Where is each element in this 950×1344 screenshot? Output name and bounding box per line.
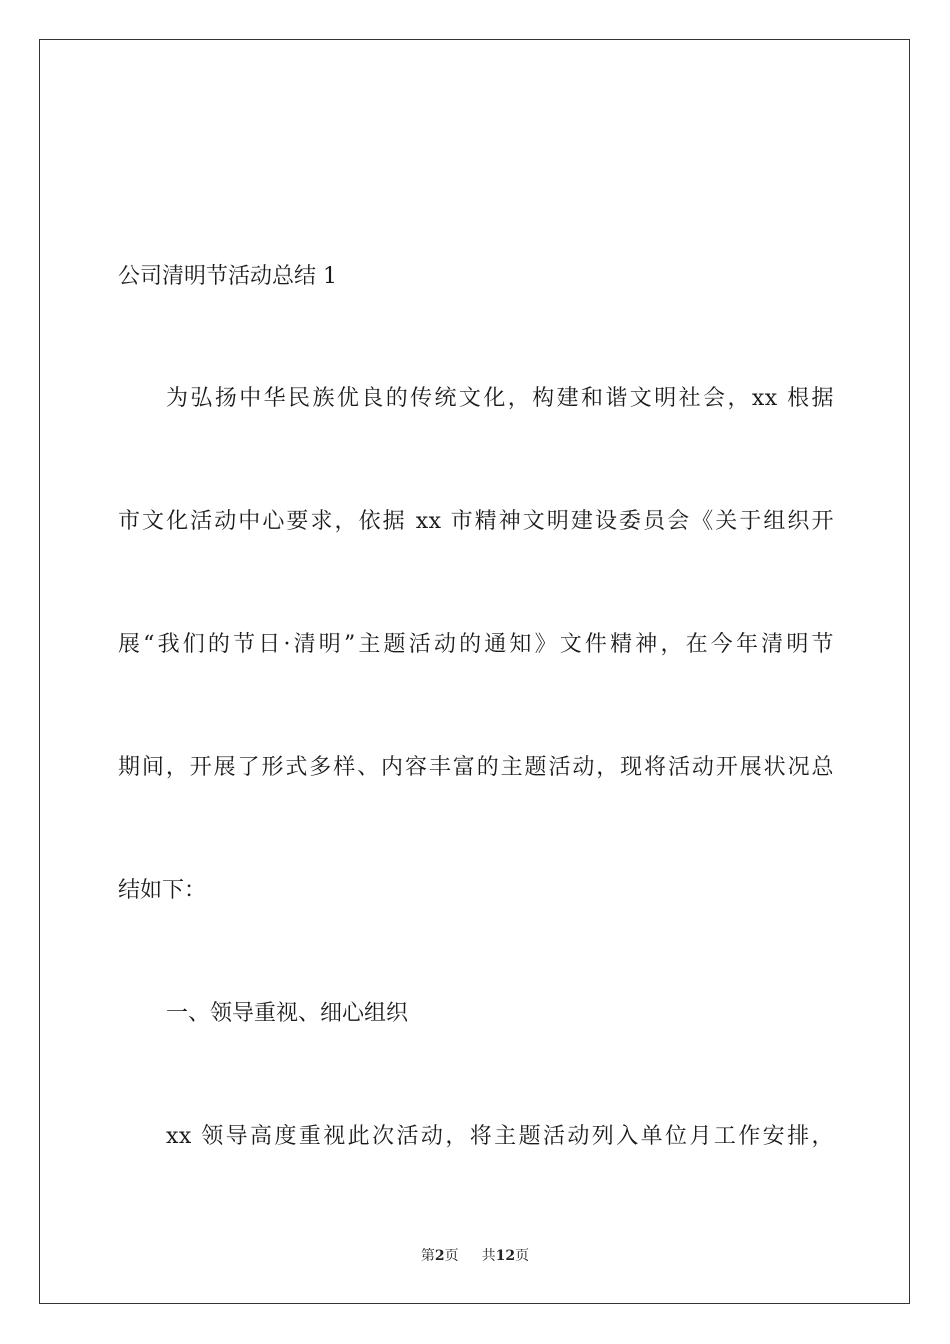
paragraph-1-line-4: 期间，开展了形式多样、内容丰富的主题活动，现将活动开展状况总 [118,755,834,780]
page-border [39,39,910,1304]
footer-page-current: 2 [434,1248,445,1264]
paragraph-1-line-2: 市文化活动中心要求，依据 xx 市精神文明建设委员会《关于组织开 [118,509,834,534]
paragraph-2-line-1: xx 领导高度重视此次活动，将主题活动列入单位月工作安排， [166,1124,834,1149]
page-footer [0,1247,950,1265]
footer-page-total: 12 [495,1248,516,1264]
document-title: 公司清明节活动总结 1 [118,264,337,289]
footer-page-prefix: 第 [420,1248,435,1264]
paragraph-1-line-3: 展“我们的节日·清明”主题活动的通知》文件精神，在今年清明节 [118,632,834,657]
paragraph-1-line-1: 为弘扬中华民族优良的传统文化，构建和谐文明社会，xx 根据 [166,386,834,411]
footer-total-prefix: 共 [481,1248,496,1264]
section-1-heading: 一、领导重视、细心组织 [166,1001,409,1026]
footer-total-suffix: 页 [515,1248,530,1264]
footer-page-suffix: 页 [444,1248,459,1264]
paragraph-1-line-5: 结如下： [118,878,207,903]
